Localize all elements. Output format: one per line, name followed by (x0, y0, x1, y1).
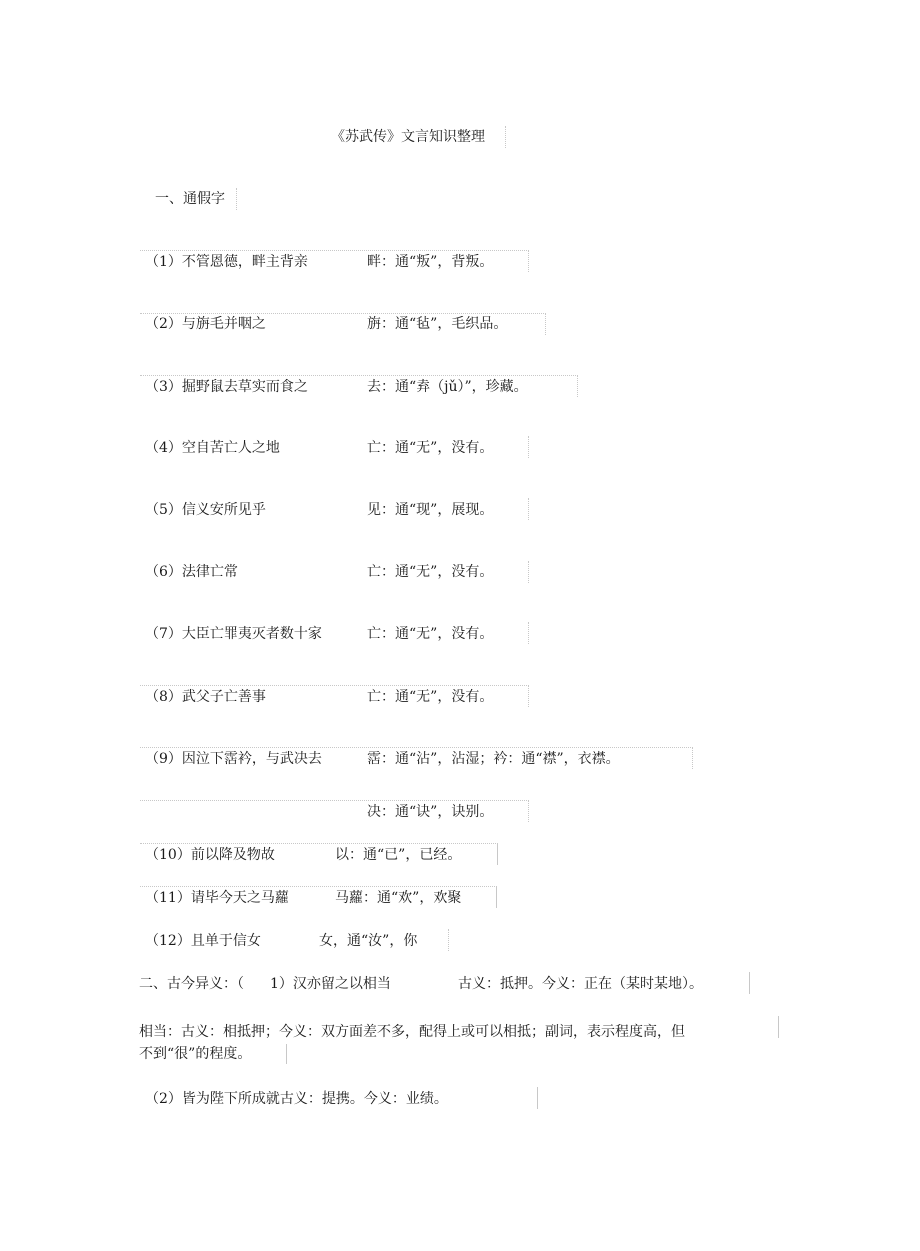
list-item-sentence: （2）与旃毛并咽之 (145, 316, 266, 332)
list-item-note: 以：通“已”，已经。 (335, 847, 462, 863)
section2-item1-note: 古义：抵押。今义：正在（某时某地）。 (458, 976, 703, 992)
document-title: 《苏武传》文言知识整理 (331, 129, 485, 145)
list-item-note: 亡：通“无”，没有。 (367, 564, 494, 580)
row-edge-mark (528, 250, 529, 272)
row-guide (140, 250, 529, 251)
section2-item2: （2）皆为陛下所成就古义：提携。今义：业绩。 (145, 1091, 448, 1107)
list-item-note: 亡：通“无”，没有。 (367, 689, 494, 705)
row-edge-mark (496, 886, 497, 908)
list-item-note: 决：通“诀”，诀别。 (367, 804, 494, 820)
list-item-sentence: （12）且单于信女 (145, 933, 261, 949)
row-edge-mark (286, 1044, 287, 1064)
row-edge-mark (497, 843, 498, 865)
row-edge-mark (577, 375, 578, 397)
row-edge-mark (528, 622, 529, 644)
section2-heading: 二、古今异义：（ (139, 976, 244, 992)
row-edge-mark (528, 685, 529, 707)
list-item-sentence: （9）因泣下霑衿，与武决去 (145, 751, 322, 767)
row-guide (140, 800, 529, 801)
list-item-sentence: （1）不管恩德，畔主背亲 (145, 254, 308, 270)
list-item-sentence: （10）前以降及物故 (145, 847, 275, 863)
list-item-note: 去：通“弆（jǔ）”，珍藏。 (367, 379, 528, 395)
row-guide (140, 375, 578, 376)
row-guide (140, 313, 546, 314)
title-edge-mark (505, 126, 506, 148)
heading-edge-mark (236, 188, 237, 210)
row-edge-mark (528, 800, 529, 822)
section2-item1-sentence: 1）汉亦留之以相当 (270, 976, 391, 992)
list-item-sentence: （6）法律亡常 (145, 564, 238, 580)
row-edge-mark (528, 561, 529, 583)
row-edge-mark (528, 498, 529, 520)
list-item-sentence: （3）掘野鼠去草实而食之 (145, 379, 308, 395)
list-item-note: 旃：通“毡”，毛织品。 (367, 316, 508, 332)
row-edge-mark (545, 313, 546, 335)
row-edge-mark (537, 1087, 538, 1109)
row-edge-mark (448, 929, 449, 951)
list-item-note: 见：通“现”，展现。 (367, 502, 494, 518)
list-item-note: 畔：通“叛”，背叛。 (367, 254, 494, 270)
section1-heading: 一、通假字 (155, 191, 225, 207)
list-item-sentence: （4）空自苦亡人之地 (145, 440, 280, 456)
row-guide (140, 685, 529, 686)
row-edge-mark (749, 972, 750, 994)
row-edge-mark (692, 747, 693, 769)
row-guide (140, 843, 498, 844)
row-guide (140, 747, 693, 748)
list-item-sentence: （5）信义安所见乎 (145, 502, 266, 518)
row-edge-mark (778, 1016, 779, 1038)
section2-paragraph-line1: 相当：古义：相抵押；今义：双方面差不多，配得上或可以相抵；副词，表示程度高，但 (139, 1024, 685, 1040)
list-item-note: 亡：通“无”，没有。 (367, 626, 494, 642)
list-item-note: 亡：通“无”，没有。 (367, 440, 494, 456)
list-item-note: 霑：通“沾”，沾湿；衿：通“襟”，衣襟。 (367, 751, 620, 767)
list-item-sentence: （8）武父子亡善事 (145, 689, 266, 705)
section2-paragraph-line2: 不到“很”的程度。 (139, 1046, 252, 1062)
list-item-note: 女，通“汝”，你 (319, 933, 418, 949)
list-item-sentence: （11）请毕今天之马蘿 (145, 890, 289, 906)
list-item-sentence: （7）大臣亡罪夷灭者数十家 (145, 626, 322, 642)
list-item-note: 马蘿：通“欢”，欢聚 (335, 890, 462, 906)
row-edge-mark (528, 436, 529, 458)
row-guide (140, 886, 497, 887)
